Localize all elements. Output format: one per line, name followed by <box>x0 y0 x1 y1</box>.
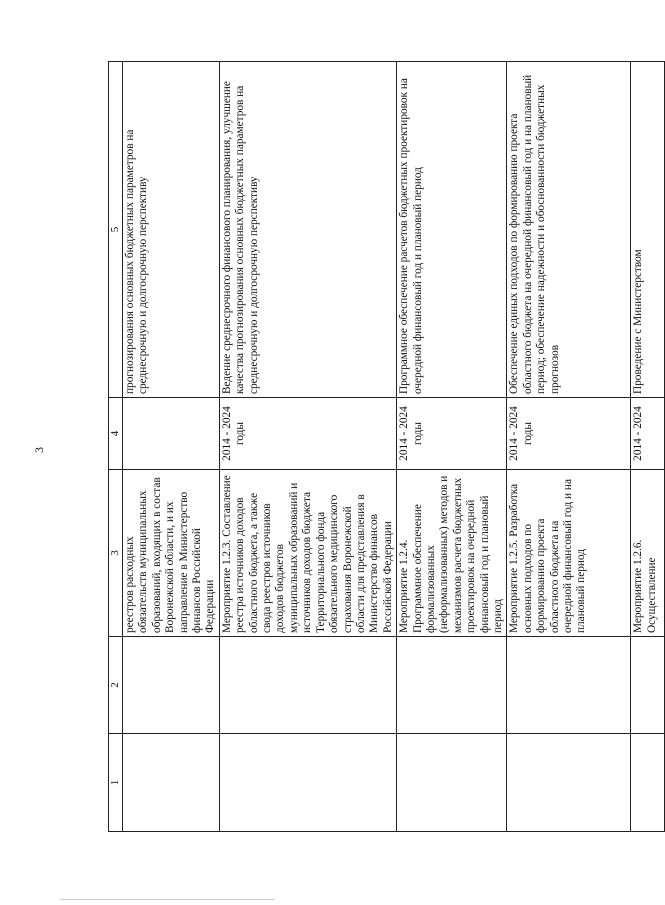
rotated-table-container <box>108 62 658 832</box>
column-header-3: 3 <box>109 470 123 637</box>
table-cell-period: 2014 - 2024 годы <box>219 398 396 470</box>
table-cell-activity: реестров расходных обязательств муниципальных образований, входящих в состав Воронежской области, и их направление в Министерство финансов Российской Федерации <box>123 470 220 637</box>
table-row <box>219 62 396 832</box>
table-cell-activity: Мероприятие 1.2.5. Разработка основных подходов по формированию проекта областного бюджета на очередной финансовый год и на плановый период <box>507 470 631 637</box>
table-row <box>397 62 507 832</box>
program-measures-table <box>108 61 665 832</box>
column-header-1: 1 <box>109 734 123 832</box>
table-cell-result: Ведение среднесрочного финансового планирования, улучшение качества прогнозирования основных бюджетных параметров на среднесрочную и долгосрочную перспективу <box>219 62 396 398</box>
column-header-5: 5 <box>109 62 123 398</box>
table-cell-result: Проведение с Министерством <box>631 62 665 398</box>
table-cell-c1 <box>219 734 396 832</box>
table-cell-period: 2014 - 2024 <box>631 398 665 470</box>
table-cell-activity: Мероприятие 1.2.3. Составление реестра источников доходов областного бюджета, а также свода реестров источников доходов бюджетов муниципальных образований и источников доходов бюджета Территориального фонда обязательного медицинского страхования Воронежской области для представления в Министерство финансов Российской Федерации <box>219 470 396 637</box>
table-cell-result: Обеспечение единых подходов по формированию проекта областного бюджета на очередной финансовый год и на плановый период; обеспечение надежности и обоснованности бюджетных прогнозов <box>507 62 631 398</box>
table-cell-c2 <box>507 637 631 734</box>
table-cell-activity: Мероприятие 1.2.6. Осуществление <box>631 470 665 637</box>
table-cell-c2 <box>631 637 665 734</box>
table-cell-period: 2014 - 2024 годы <box>507 398 631 470</box>
table-cell-c1 <box>397 734 507 832</box>
table-header-row <box>109 62 123 832</box>
table-cell-c2 <box>219 637 396 734</box>
table-cell-result: прогнозирования основных бюджетных параметров на среднесрочную и долгосрочную перспективу <box>123 62 220 398</box>
table-cell-result: Программное обеспечение расчетов бюджетных проектировок на очередной финансовый год и плановый период <box>397 62 507 398</box>
column-header-4: 4 <box>109 398 123 470</box>
column-header-2: 2 <box>109 637 123 734</box>
table-cell-c1 <box>507 734 631 832</box>
table-row <box>507 62 631 832</box>
table-cell-activity: Мероприятие 1.2.4. Программное обеспечение формализованных (неформализованных) методов и механизмов расчета бюджетных проектировок на очередной финансовый год и плановый период <box>397 470 507 637</box>
table-cell-c1 <box>123 734 220 832</box>
table-row <box>631 62 665 832</box>
table-cell-c2 <box>123 637 220 734</box>
scan-edge-line <box>60 899 275 900</box>
table-cell-c2 <box>397 637 507 734</box>
table-cell-c1 <box>631 734 665 832</box>
table-row <box>123 62 220 832</box>
table-cell-period <box>123 398 220 470</box>
page-number: 3 <box>32 447 46 453</box>
table-cell-period: 2014 - 2024 годы <box>397 398 507 470</box>
